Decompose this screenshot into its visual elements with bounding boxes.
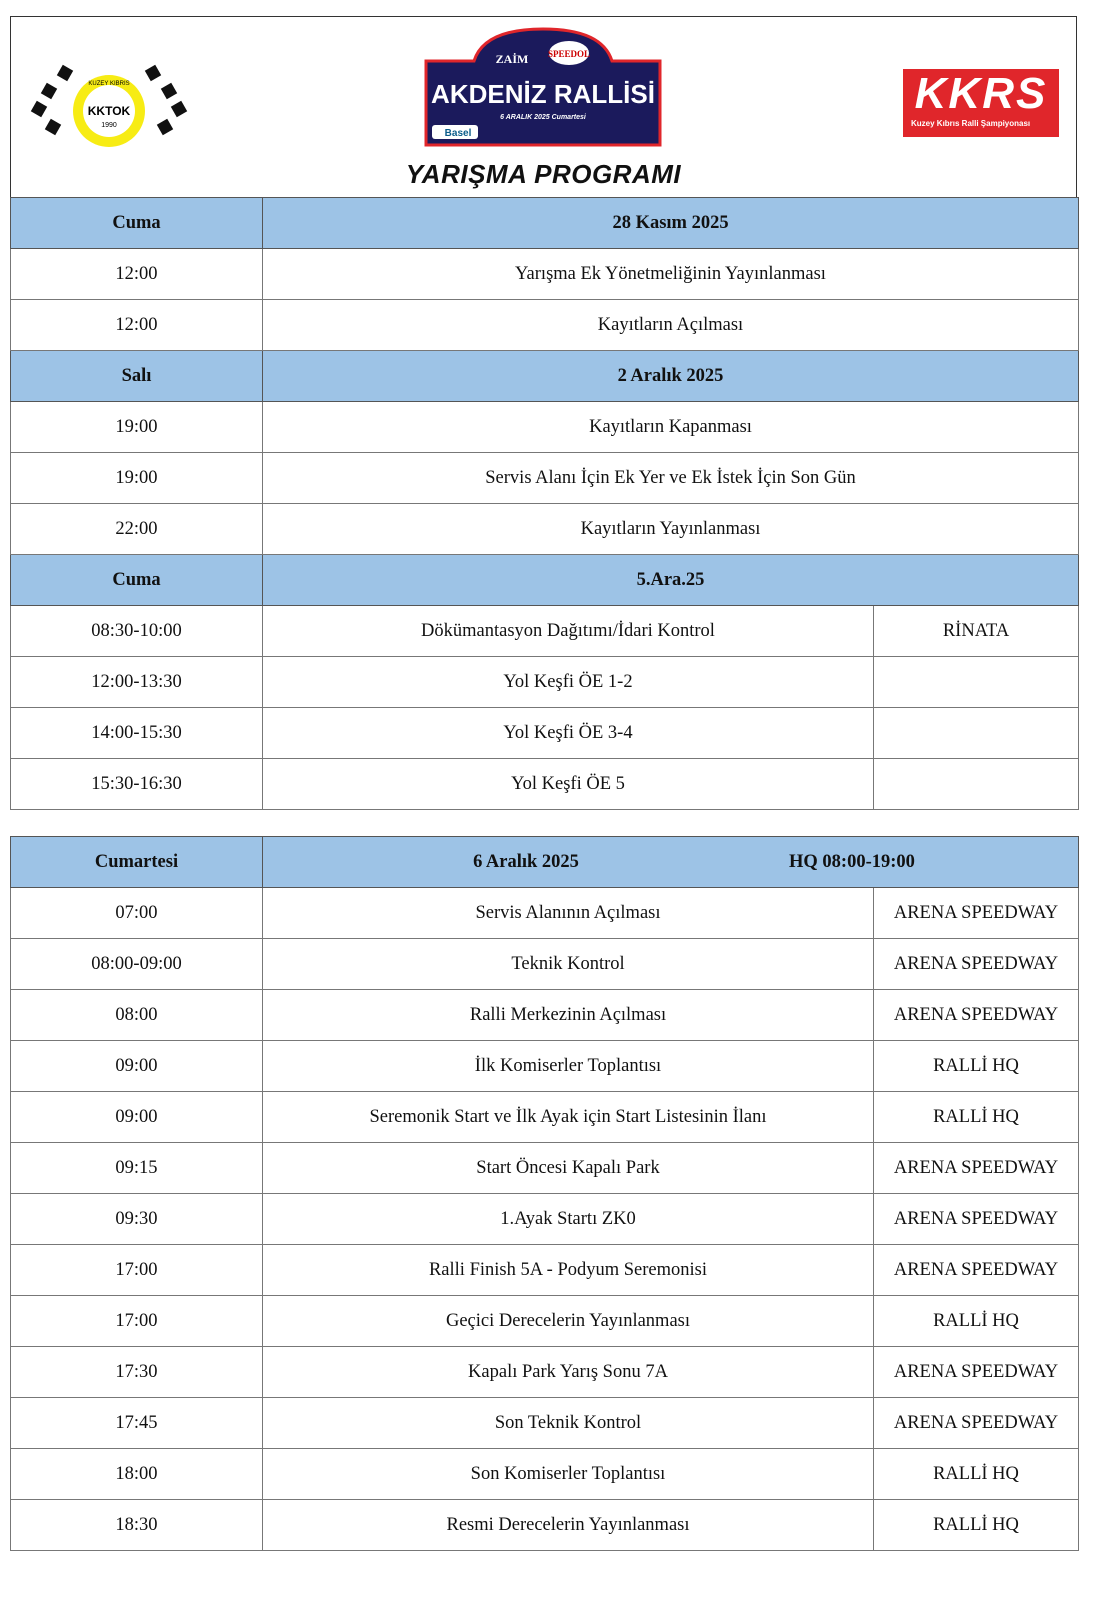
table-row	[11, 504, 1079, 555]
hq-hours: HQ 08:00-19:00	[789, 851, 915, 872]
svg-text:ZAİM: ZAİM	[495, 52, 529, 66]
event-cell: Ralli Merkezinin Açılması	[263, 990, 874, 1041]
time-cell: 08:00	[11, 990, 263, 1041]
event-cell: 1.Ayak Startı ZK0	[263, 1194, 874, 1245]
day-date-cell	[263, 837, 1079, 888]
location-cell	[874, 759, 1079, 810]
day-name: Cumartesi	[11, 837, 263, 888]
table-row	[11, 300, 1079, 351]
table-row	[11, 939, 1079, 990]
time-cell: 18:30	[11, 1500, 263, 1551]
svg-text:Basel: Basel	[444, 128, 472, 139]
location-cell: ARENA SPEEDWAY	[874, 1398, 1079, 1449]
table-row	[11, 990, 1079, 1041]
location-cell: RİNATA	[874, 606, 1079, 657]
location-cell	[874, 708, 1079, 759]
document-header	[10, 16, 1077, 197]
svg-text:AKDENİZ RALLİSİ: AKDENİZ RALLİSİ	[431, 79, 655, 109]
location-cell: ARENA SPEEDWAY	[874, 888, 1079, 939]
table-row	[11, 1194, 1079, 1245]
day-name: Salı	[11, 351, 263, 402]
location-cell	[874, 657, 1079, 708]
table-row	[11, 1296, 1079, 1347]
location-cell: ARENA SPEEDWAY	[874, 1194, 1079, 1245]
location-cell: RALLİ HQ	[874, 1296, 1079, 1347]
event-cell: Son Komiserler Toplantısı	[263, 1449, 874, 1500]
time-cell: 17:30	[11, 1347, 263, 1398]
day-name: Cuma	[11, 555, 263, 606]
day-name: Cuma	[11, 198, 263, 249]
time-cell: 22:00	[11, 504, 263, 555]
event-cell: Dökümantasyon Dağıtımı/İdari Kontrol	[263, 606, 874, 657]
event-cell: Start Öncesi Kapalı Park	[263, 1143, 874, 1194]
schedule-table-2	[10, 836, 1079, 1551]
event-cell: Yol Keşfi ÖE 3-4	[263, 708, 874, 759]
location-cell: RALLİ HQ	[874, 1449, 1079, 1500]
akdeniz-rallisi-logo	[424, 27, 662, 147]
day-date: 28 Kasım 2025	[263, 198, 1079, 249]
table-row	[11, 453, 1079, 504]
time-cell: 09:30	[11, 1194, 263, 1245]
page-title: YARIŞMA PROGRAMI	[405, 159, 682, 189]
day-header-row	[11, 837, 1079, 888]
location-cell: ARENA SPEEDWAY	[874, 1245, 1079, 1296]
time-cell: 18:00	[11, 1449, 263, 1500]
table-row	[11, 759, 1079, 810]
time-cell: 12:00	[11, 300, 263, 351]
event-cell: Ralli Finish 5A - Podyum Seremonisi	[263, 1245, 874, 1296]
event-cell: Servis Alanının Açılması	[263, 888, 874, 939]
time-cell: 14:00-15:30	[11, 708, 263, 759]
event-cell: Servis Alanı İçin Ek Yer ve Ek İstek İçin Son Gün	[263, 453, 1079, 504]
table-row	[11, 1041, 1079, 1092]
event-cell: Teknik Kontrol	[263, 939, 874, 990]
kktok-logo	[29, 63, 189, 149]
location-cell: ARENA SPEEDWAY	[874, 1347, 1079, 1398]
day-header-row	[11, 198, 1079, 249]
day-date: 2 Aralık 2025	[263, 351, 1079, 402]
time-cell: 08:30-10:00	[11, 606, 263, 657]
kkrs-logo: KKRS Kuzey Kıbrıs Ralli Şampiyonası	[903, 69, 1059, 137]
table-row	[11, 249, 1079, 300]
time-cell: 12:00-13:30	[11, 657, 263, 708]
location-cell: ARENA SPEEDWAY	[874, 1143, 1079, 1194]
time-cell: 09:00	[11, 1092, 263, 1143]
time-cell: 08:00-09:00	[11, 939, 263, 990]
time-cell: 17:45	[11, 1398, 263, 1449]
time-cell: 17:00	[11, 1245, 263, 1296]
table-row	[11, 1449, 1079, 1500]
event-cell: Geçici Derecelerin Yayınlanması	[263, 1296, 874, 1347]
svg-text:1990: 1990	[101, 122, 117, 129]
time-cell: 07:00	[11, 888, 263, 939]
day-header-row	[11, 351, 1079, 402]
table-row	[11, 708, 1079, 759]
time-cell: 17:00	[11, 1296, 263, 1347]
time-cell: 19:00	[11, 402, 263, 453]
event-cell: Resmi Derecelerin Yayınlanması	[263, 1500, 874, 1551]
event-cell: Yol Keşfi ÖE 1-2	[263, 657, 874, 708]
event-cell: İlk Komiserler Toplantısı	[263, 1041, 874, 1092]
time-cell: 19:00	[11, 453, 263, 504]
time-cell: 09:00	[11, 1041, 263, 1092]
table-row	[11, 657, 1079, 708]
location-cell: ARENA SPEEDWAY	[874, 990, 1079, 1041]
table-row	[11, 1398, 1079, 1449]
table-row	[11, 1500, 1079, 1551]
schedule-table-1	[10, 197, 1079, 810]
event-cell: Yol Keşfi ÖE 5	[263, 759, 874, 810]
location-cell: RALLİ HQ	[874, 1092, 1079, 1143]
time-cell: 12:00	[11, 249, 263, 300]
location-cell: RALLİ HQ	[874, 1500, 1079, 1551]
table-row	[11, 402, 1079, 453]
event-cell: Kapalı Park Yarış Sonu 7A	[263, 1347, 874, 1398]
time-cell: 15:30-16:30	[11, 759, 263, 810]
svg-text:6 ARALIK 2025 Cumartesi: 6 ARALIK 2025 Cumartesi	[500, 114, 586, 121]
location-cell: ARENA SPEEDWAY	[874, 939, 1079, 990]
table-row	[11, 1092, 1079, 1143]
event-cell: Kayıtların Açılması	[263, 300, 1079, 351]
event-cell: Yarışma Ek Yönetmeliğinin Yayınlanması	[263, 249, 1079, 300]
svg-text:KUZEY KIBRIS: KUZEY KIBRIS	[88, 81, 130, 87]
svg-text:SPEEDOL: SPEEDOL	[547, 49, 591, 59]
event-cell: Kayıtların Yayınlanması	[263, 504, 1079, 555]
table-row	[11, 1347, 1079, 1398]
time-cell: 09:15	[11, 1143, 263, 1194]
event-cell: Kayıtların Kapanması	[263, 402, 1079, 453]
day-date: 5.Ara.25	[263, 555, 1079, 606]
table-row	[11, 1143, 1079, 1194]
event-cell: Son Teknik Kontrol	[263, 1398, 874, 1449]
event-cell: Seremonik Start ve İlk Ayak için Start Listesinin İlanı	[263, 1092, 874, 1143]
day-date: 6 Aralık 2025	[473, 851, 579, 872]
table-row	[11, 606, 1079, 657]
svg-text:KKTOK: KKTOK	[87, 104, 131, 118]
location-cell: RALLİ HQ	[874, 1041, 1079, 1092]
table-row	[11, 888, 1079, 939]
table-row	[11, 1245, 1079, 1296]
day-header-row	[11, 555, 1079, 606]
